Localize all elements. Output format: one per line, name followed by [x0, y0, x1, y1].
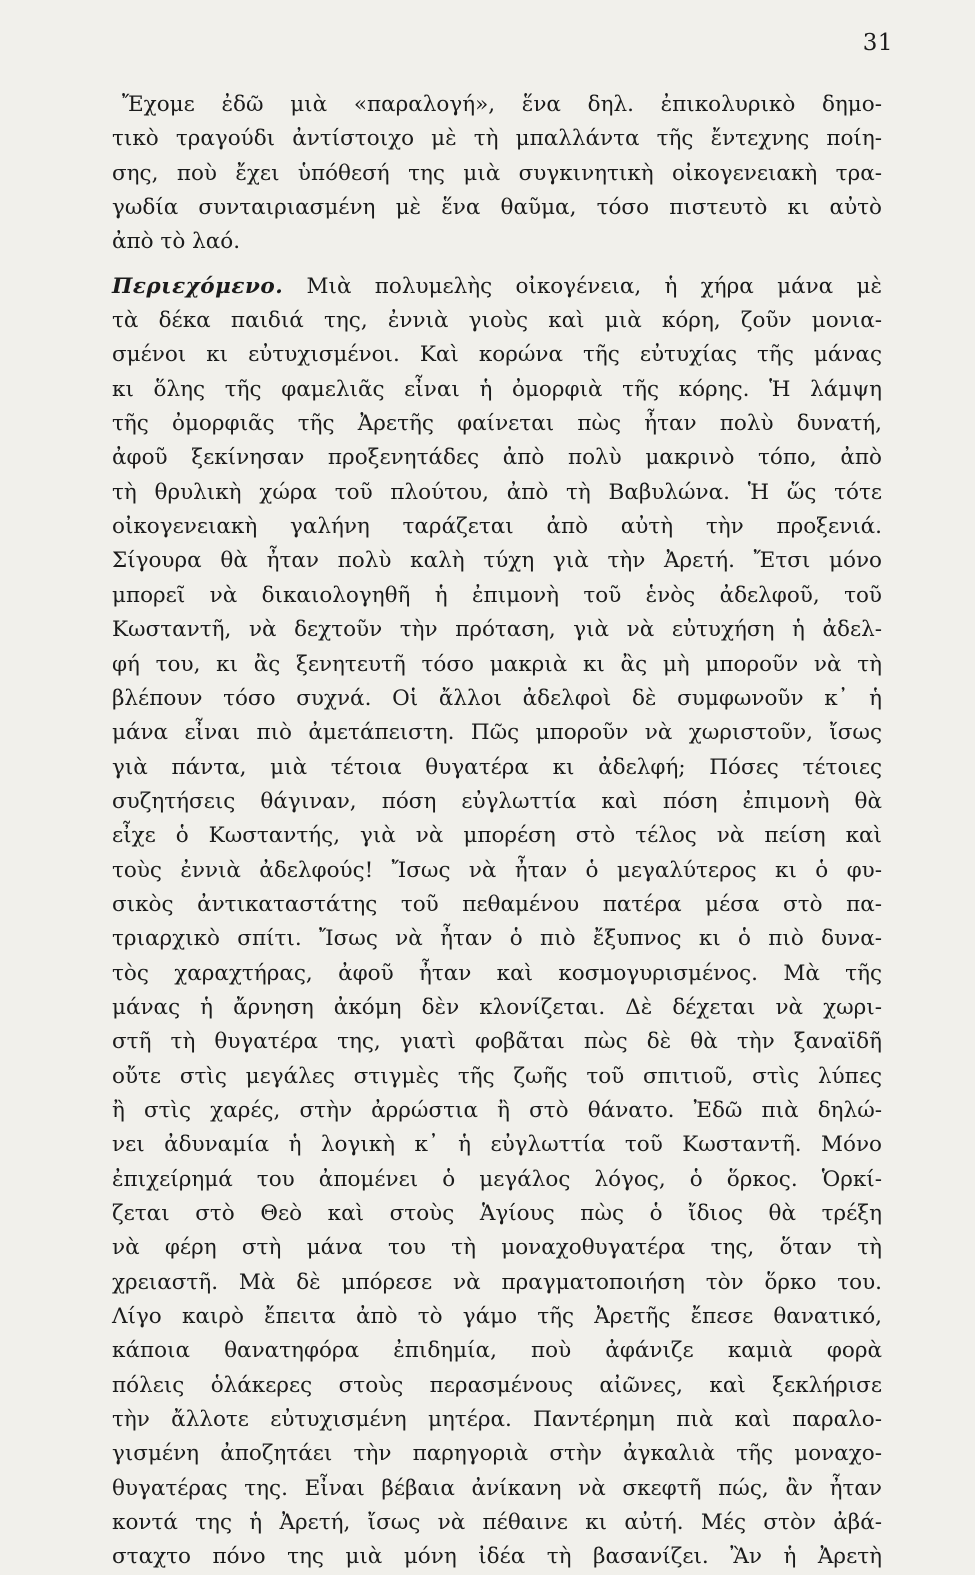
text-line: οὔτε στὶς μεγάλες στιγμὲς τῆς ζωῆς τοῦ σπιτιοῦ, στὶς λύπες — [112, 1063, 882, 1089]
text-line: βλέπουν τόσο συχνά. Οἱ ἄλλοι ἀδελφοὶ δὲ συμφωνοῦν κ᾽ ἡ — [112, 685, 882, 711]
text-line: τὰ δέκα παιδιά της, ἐννιὰ γιοὺς καὶ μιὰ κόρη, ζοῦν μονια- — [112, 308, 882, 334]
text-line: κάποια θανατηφόρα ἐπιδημία, ποὺ ἀφάνιζε καμιὰ φορὰ — [112, 1338, 882, 1364]
text-line: ζεται στὸ Θεὸ καὶ στοὺς Ἁγίους πὼς ὁ ἴδιος θὰ τρέξη — [112, 1201, 882, 1226]
text-line: μπορεῖ νὰ δικαιολογηθῆ ἡ ἐπιμονὴ τοῦ ἑνὸς ἀδελφοῦ, τοῦ — [112, 582, 882, 608]
text-line: σης, ποὺ ἔχει ὑπόθεσή της μιὰ συγκινητικὴ οἰκογενειακὴ τρα- — [112, 160, 882, 186]
text-line: κι ὅλης τῆς φαμελιᾶς εἶναι ἡ ὀμορφιὰ τῆς κόρης. Ἡ λάμψη — [112, 376, 882, 402]
text-line: Σίγουρα θὰ ἦταν πολὺ καλὴ τύχη γιὰ τὴν Ἀρετή. Ἔτσι μόνο — [112, 548, 882, 574]
text-line: εἶχε ὁ Κωσταντής, γιὰ νὰ μπορέση στὸ τέλος νὰ πείση καὶ — [112, 823, 882, 849]
text-line: τὴ θρυλικὴ χώρα τοῦ πλούτου, ἀπὸ τὴ Βαβυλώνα. Ἡ ὥς τότε — [112, 479, 882, 505]
text-line: γιὰ πάντα, μιὰ τέτοια θυγατέρα κι ἀδελφή; Πόσες τέτοιες — [112, 754, 882, 780]
text-line: τὸς χαραχτήρας, ἀφοῦ ἦταν καὶ κοσμογυρισμένος. Μὰ τῆς — [112, 960, 882, 986]
text-line: κοντά της ἡ Ἀρετή, ἴσως νὰ πέθαινε κι αὐτή. Μές στὸν ἀβά- — [112, 1510, 882, 1536]
section-heading: Περιεχόμενο. — [112, 273, 284, 299]
text-line: χρειαστῆ. Μὰ δὲ μπόρεσε νὰ πραγματοποιήση τὸν ὅρκο του. — [112, 1269, 882, 1295]
text-line: Ἔχομε ἐδῶ μιὰ «παραλογή», ἕνα δηλ. ἐπικολυρικὸ δημο- — [122, 92, 882, 117]
intro-paragraph — [112, 88, 882, 260]
text-line: τὴν ἄλλοτε εὐτυχισμένη μητέρα. Παντέρημη πιὰ καὶ παραλο- — [112, 1407, 882, 1433]
text-line: θυγατέρας της. Εἶναι βέβαια ἀνίκανη νὰ σκεφτῆ πώς, ἂν ἦταν — [112, 1475, 882, 1501]
text-line: συζητήσεις θάγιναν, πόση εὐγλωττία καὶ πόση ἐπιμονὴ θὰ — [112, 788, 882, 814]
text-line: σικὸς ἀντικαταστάτης τοῦ πεθαμένου πατέρα μέσα στὸ πα- — [112, 891, 882, 917]
content-paragraph — [112, 270, 882, 1575]
text-line: τοὺς ἐννιὰ ἀδελφούς! Ἴσως νὰ ἦταν ὁ μεγαλύτερος κι ὁ φυ- — [112, 857, 882, 883]
text-line: Κωσταντῆ, νὰ δεχτοῦν τὴν πρόταση, γιὰ νὰ εὐτυχήση ἡ ἀδελ- — [112, 617, 882, 643]
text-line: σταχτο πόνο της μιὰ μόνη ἰδέα τὴ βασανίζει. Ἂν ἡ Ἀρετὴ — [112, 1544, 882, 1570]
text-line: γωδία συνταιριασμένη μὲ ἕνα θαῦμα, τόσο πιστευτὸ κι αὐτὸ — [112, 195, 882, 221]
text-line: νὰ φέρη στὴ μάνα του τὴ μοναχοθυγατέρα της, ὅταν τὴ — [112, 1235, 882, 1261]
text-line — [112, 270, 882, 304]
text-line: νει ἀδυναμία ἡ λογικὴ κ᾽ ἡ εὐγλωττία τοῦ Κωσταντῆ. Μόνο — [112, 1132, 882, 1158]
text-line: τριαρχικὸ σπίτι. Ἴσως νὰ ἦταν ὁ πιὸ ἔξυπνος κι ὁ πιὸ δυνα- — [112, 926, 882, 952]
text-line: σμένοι κι εὐτυχισμένοι. Καὶ κορώνα τῆς εὐτυχίας τῆς μάνας — [112, 342, 882, 368]
text-line: τῆς ὀμορφιᾶς τῆς Ἀρετῆς φαίνεται πὼς ἦταν πολὺ δυνατή, — [112, 411, 882, 437]
text-line: γισμένη ἀποζητάει τὴν παρηγοριὰ στὴν ἀγκαλιὰ τῆς μοναχο- — [112, 1441, 882, 1467]
text-line: ἐπιχείρημά του ἀπομένει ὁ μεγάλος λόγος, ὁ ὅρκος. Ὁρκί- — [112, 1166, 882, 1192]
text-line: μάνας ἡ ἄρνηση ἀκόμη δὲν κλονίζεται. Δὲ δέχεται νὰ χωρι- — [112, 994, 882, 1020]
text-line: πόλεις ὁλάκερες στοὺς περασμένους αἰῶνες, καὶ ξεκλήρισε — [112, 1372, 882, 1398]
text-line: ἀπὸ τὸ λαό. — [112, 229, 241, 255]
heading-line-text: Μιὰ πολυμελὴς οἰκογένεια, ἡ χήρα μάνα μὲ — [306, 273, 882, 299]
text-line: Λίγο καιρὸ ἔπειτα ἀπὸ τὸ γάμο τῆς Ἀρετῆς ἔπεσε θανατικό, — [112, 1304, 882, 1330]
text-line: τικὸ τραγούδι ἀντίστοιχο μὲ τὴ μπαλλάντα τῆς ἔντεχνης ποίη- — [112, 126, 882, 152]
body-text — [112, 88, 882, 1575]
text-line: ἢ στὶς χαρές, στὴν ἀρρώστια ἢ στὸ θάνατο. Ἐδῶ πιὰ δηλώ- — [112, 1097, 882, 1123]
text-line: φή του, κι ἂς ξενητευτῆ τόσο μακριὰ κι ἂς μὴ μποροῦν νὰ τὴ — [112, 651, 882, 677]
page-number: 31 — [862, 30, 893, 56]
text-line: ἀφοῦ ξεκίνησαν προξενητάδες ἀπὸ πολὺ μακρινὸ τόπο, ἀπὸ — [112, 445, 882, 471]
text-line: μάνα εἶναι πιὸ ἀμετάπειστη. Πῶς μποροῦν νὰ χωριστοῦν, ἴσως — [112, 720, 882, 746]
text-line: οἰκογενειακὴ γαλήνη ταράζεται ἀπὸ αὐτὴ τὴν προξενιά. — [112, 514, 882, 540]
text-line: στῆ τὴ θυγατέρα της, γιατὶ φοβᾶται πὼς δὲ θὰ τὴν ξαναϊδῆ — [112, 1029, 882, 1055]
